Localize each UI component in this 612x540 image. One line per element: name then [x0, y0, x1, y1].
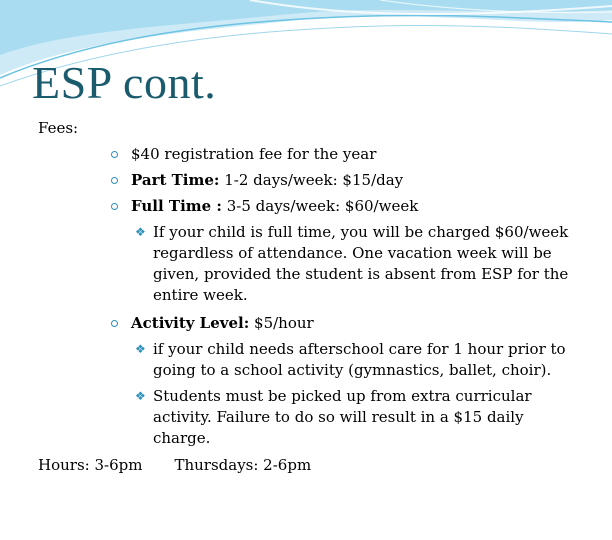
item-heading: Full Time :	[131, 197, 222, 215]
item-text: $40 registration fee for the year	[131, 145, 377, 163]
circle-bullet-icon	[111, 151, 118, 158]
diamond-bullet-icon: ❖	[135, 225, 146, 239]
item-line: given, provided the student is absent from ESP for the	[153, 265, 569, 283]
list-item	[131, 170, 403, 191]
hours-line	[38, 456, 311, 474]
thursdays-text: Thursdays: 2-6pm	[174, 456, 312, 474]
item-text: 1-2 days/week: $15/day	[219, 171, 404, 189]
list-item	[131, 144, 376, 165]
circle-bullet-icon	[111, 320, 118, 327]
sub-list-item	[135, 222, 569, 306]
item-line: going to a school activity (gymnastics, ballet, choir).	[153, 361, 552, 379]
sub-list-item	[135, 386, 532, 449]
fees-label: Fees:	[38, 119, 79, 137]
item-text: 3-5 days/week: $60/week	[221, 197, 419, 215]
list-item	[131, 313, 314, 334]
item-heading: Activity Level:	[131, 314, 250, 332]
slide-title: ESP cont.	[32, 57, 217, 108]
item-line: if your child needs afterschool care for 1 hour prior to	[153, 340, 566, 358]
diamond-bullet-icon: ❖	[135, 389, 146, 403]
item-line: If your child is full time, you will be charged $60/week	[153, 223, 569, 241]
item-text: $5/hour	[249, 314, 314, 332]
hours-text: Hours: 3-6pm	[38, 456, 143, 474]
circle-bullet-icon	[111, 203, 118, 210]
item-line: activity. Failure to do so will result in a $15 daily	[153, 408, 524, 426]
sub-list-item	[135, 339, 566, 381]
diamond-bullet-icon: ❖	[135, 342, 146, 356]
item-line: Students must be picked up from extra curricular	[153, 387, 532, 405]
item-line: charge.	[153, 429, 211, 447]
item-line: entire week.	[153, 286, 248, 304]
item-heading: Part Time:	[131, 171, 220, 189]
item-line: regardless of attendance. One vacation week will be	[153, 244, 552, 262]
list-item	[131, 196, 418, 217]
circle-bullet-icon	[111, 177, 118, 184]
